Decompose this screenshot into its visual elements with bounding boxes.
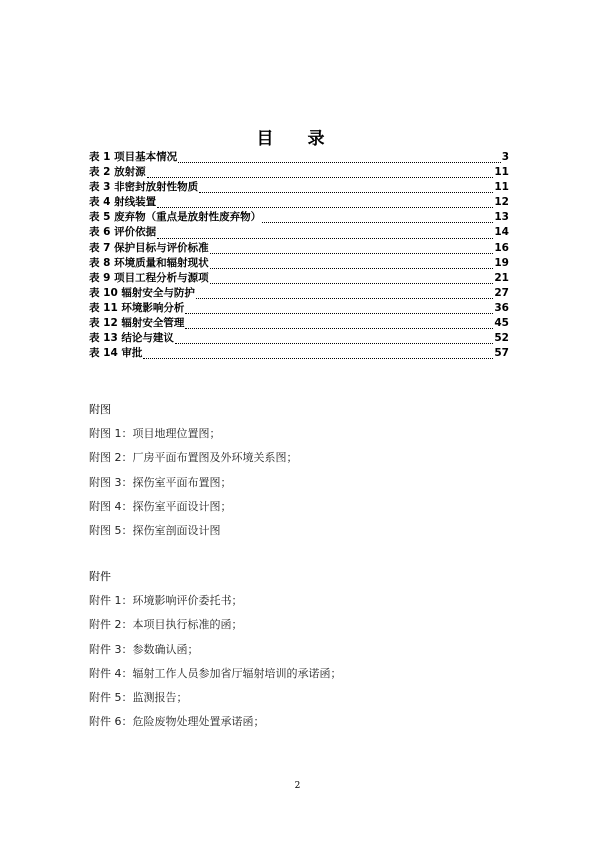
toc-entry[interactable] [89, 271, 509, 286]
figure-item: 附图 3：探伤室平面布置图； [89, 475, 232, 489]
toc-entry-page: 52 [494, 332, 509, 345]
attachment-item: 附件 6：危险废物处理处置承诺函； [89, 715, 265, 729]
figure-item: 附图 1：项目地理位置图； [89, 427, 221, 440]
toc-leader-dots [157, 197, 493, 208]
toc-entry-label: 表 8 环境质量和辐射现状 [89, 256, 209, 269]
toc-entry-page: 11 [494, 166, 509, 179]
toc-entry-page: 21 [494, 271, 509, 284]
figure-item: 附图 2：厂房平面布置图及外环境关系图； [89, 451, 298, 465]
toc-entry[interactable] [89, 316, 509, 331]
page-number: 2 [294, 781, 301, 791]
figure-item: 附图 4：探伤室平面设计图； [89, 499, 232, 513]
toc-entry[interactable] [89, 331, 509, 346]
toc-leader-dots [147, 167, 494, 178]
attachments-heading: 附件 [89, 570, 111, 583]
attachment-item: 附件 5：监测报告； [89, 691, 188, 705]
toc-entry[interactable] [89, 195, 509, 210]
toc-entry-label: 表 3 非密封放射性物质 [89, 181, 199, 194]
toc-entry-label: 表 1 项目基本情况 [89, 151, 178, 163]
figure-item: 附图 5：探伤室剖面设计图 [89, 524, 221, 538]
toc-entry-label: 表 10 辐射安全与防护 [89, 286, 195, 299]
figures-heading: 附图 [89, 403, 111, 416]
toc-leader-dots [178, 152, 501, 163]
toc-entry-page: 36 [494, 301, 509, 314]
toc-entry-label: 表 14 审批 [89, 347, 143, 360]
toc-entry-page: 45 [494, 317, 509, 330]
toc-leader-dots [262, 212, 493, 223]
page-title: 目 录 [256, 129, 339, 149]
toc-entry-label: 表 9 项目工程分析与源项 [89, 271, 209, 284]
table-of-contents [89, 150, 509, 361]
toc-entry-page: 16 [494, 241, 509, 254]
toc-entry-label: 表 6 评价依据 [89, 226, 157, 239]
toc-leader-dots [185, 318, 493, 329]
toc-entry-label: 表 4 射线装置 [89, 196, 157, 209]
toc-leader-dots [196, 288, 493, 299]
toc-entry[interactable] [89, 301, 509, 316]
toc-leader-dots [157, 228, 493, 239]
toc-entry[interactable] [89, 346, 509, 361]
attachment-item: 附件 1：环境影响评价委托书； [89, 594, 243, 607]
toc-entry[interactable] [89, 225, 509, 240]
attachments-section [89, 565, 342, 735]
toc-entry-label: 表 12 辐射安全管理 [89, 317, 185, 330]
toc-entry[interactable] [89, 210, 509, 225]
toc-entry-label: 表 5 废弃物（重点是放射性废弃物） [89, 211, 262, 224]
toc-entry[interactable] [89, 241, 509, 256]
figures-section [89, 398, 298, 543]
toc-entry-label: 表 2 放射源 [89, 166, 146, 179]
toc-entry-label: 表 7 保护目标与评价标准 [89, 241, 209, 254]
toc-entry[interactable] [89, 165, 509, 180]
toc-entry-page: 3 [501, 151, 509, 163]
toc-entry[interactable] [89, 286, 509, 301]
toc-leader-dots [199, 182, 493, 193]
toc-entry[interactable] [89, 256, 509, 271]
toc-entry-label: 表 11 环境影响分析 [89, 301, 185, 314]
toc-entry-label: 表 13 结论与建议 [89, 332, 174, 345]
toc-entry-page: 11 [494, 181, 509, 194]
toc-leader-dots [210, 258, 494, 269]
toc-entry-page: 19 [494, 256, 509, 269]
toc-leader-dots [210, 243, 494, 254]
toc-leader-dots [210, 273, 494, 284]
toc-entry-page: 27 [494, 286, 509, 299]
toc-entry-page: 57 [494, 347, 509, 360]
toc-entry-page: 14 [494, 226, 509, 239]
toc-leader-dots [143, 348, 493, 359]
toc-entry[interactable] [89, 150, 509, 165]
toc-leader-dots [175, 333, 493, 344]
attachment-item: 附件 3：参数确认函； [89, 642, 199, 656]
toc-entry[interactable] [89, 180, 509, 195]
toc-entry-page: 12 [494, 196, 509, 209]
attachment-item: 附件 4：辐射工作人员参加省厅辐射培训的承诺函； [89, 666, 342, 680]
attachment-item: 附件 2：本项目执行标准的函； [89, 618, 243, 632]
toc-leader-dots [185, 303, 493, 314]
toc-entry-page: 13 [494, 211, 509, 224]
